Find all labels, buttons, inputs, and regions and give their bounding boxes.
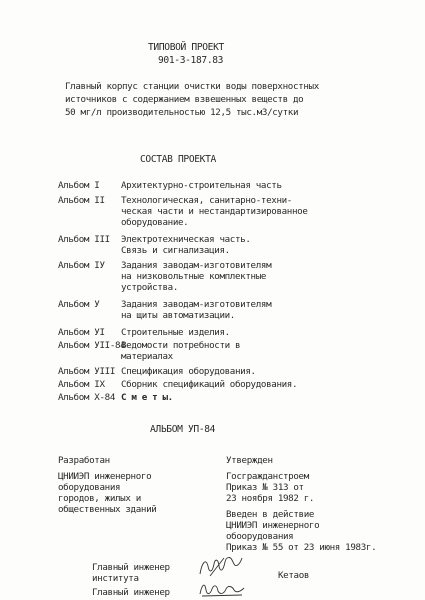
approved-line-2: Приказ № 313 от — [226, 482, 304, 493]
description-line-3: 50 мг/л производительностью 12,5 тыс.м3/сутки — [65, 107, 299, 118]
developed-line-3: городов, жилых и — [58, 493, 141, 504]
description-line-2: источников с содержанием взвешенных веществ до — [65, 94, 304, 105]
developed-line-4: общественных зданий — [58, 504, 157, 515]
chief-engineer-label: Главный инженер — [92, 587, 170, 598]
album-5-text-2: на щиты автоматизации. — [121, 310, 235, 321]
album-6-text: Строительные изделия. — [121, 327, 230, 338]
album-1-text: Архитектурно-строительная часть — [121, 180, 282, 191]
album-9-text: Сборник спецификаций оборудования. — [121, 379, 298, 390]
album-7-label: Альбом УII-84 — [58, 340, 126, 351]
album-4-text-3: устройства. — [121, 282, 178, 293]
album-7-text-2: материалах — [121, 351, 173, 362]
chief-engineer-institute-2: института — [92, 573, 139, 584]
enacted-line-2: ЦНИИЭП инженерного — [226, 520, 320, 531]
signatory-name: Кетаов — [278, 570, 310, 581]
handwritten-signature-1 — [196, 554, 244, 580]
developed-line-1: ЦНИИЭП инженерного — [58, 471, 152, 482]
approved-line-1: Госгражданстроем — [226, 471, 309, 482]
album-10-text: С м е т ы. — [121, 392, 173, 403]
developed-line-2: оборудования — [58, 482, 121, 493]
album-2-text-1: Технологическая, санитарно-техни- — [121, 195, 292, 206]
enacted-line-1: Введен в действие — [226, 509, 315, 520]
approved-line-3: 23 ноября 1982 г. — [226, 493, 315, 504]
album-3-text-2: Связь и сигнализация. — [121, 245, 230, 256]
album-5-label: Альбом У — [58, 299, 100, 310]
album-title: АЛЬБОМ УП-84 — [150, 424, 216, 435]
album-3-label: Альбом III — [58, 234, 110, 245]
handwritten-signature-2 — [196, 580, 248, 598]
album-1-label: Альбом I — [58, 180, 100, 191]
album-7-text-1: Ведомости потребности в — [121, 340, 241, 351]
album-6-label: Альбом УI — [58, 327, 105, 338]
enacted-line-4: Приказ № 55 от 23 июня 1983г. — [226, 542, 377, 553]
album-8-label: Альбом УIII — [58, 366, 115, 377]
album-10-label: Альбом Х-84 — [58, 392, 115, 403]
document-code: 901-3-187.83 — [158, 55, 224, 66]
album-4-text-1: Задания заводам-изготовителям — [121, 260, 272, 271]
enacted-line-3: обоорудования — [226, 531, 294, 542]
document-type-title: ТИПОВОЙ ПРОЕКТ — [148, 42, 224, 53]
chief-engineer-institute-1: Главный инженер — [92, 562, 170, 573]
album-9-label: Альбом IX — [58, 379, 105, 390]
album-4-label: Альбом IУ — [58, 260, 105, 271]
album-2-label: Альбом II — [58, 195, 105, 206]
album-2-text-2: ческая части и нестандартизированное — [121, 206, 308, 217]
album-3-text-1: Электротехническая часть. — [121, 234, 251, 245]
album-5-text-1: Задания заводам-изготовителям — [121, 299, 272, 310]
developed-label: Разработан — [58, 455, 110, 466]
album-2-text-3: оборудование. — [121, 217, 189, 228]
album-4-text-2: на низковольтные комплектные — [121, 271, 267, 282]
description-line-1: Главный корпус станции очистки воды поверхностных — [65, 81, 319, 92]
approved-label: Утвержден — [226, 455, 273, 466]
composition-title: СОСТАВ ПРОЕКТА — [140, 154, 216, 165]
album-8-text: Спецификация оборудования. — [121, 366, 256, 377]
